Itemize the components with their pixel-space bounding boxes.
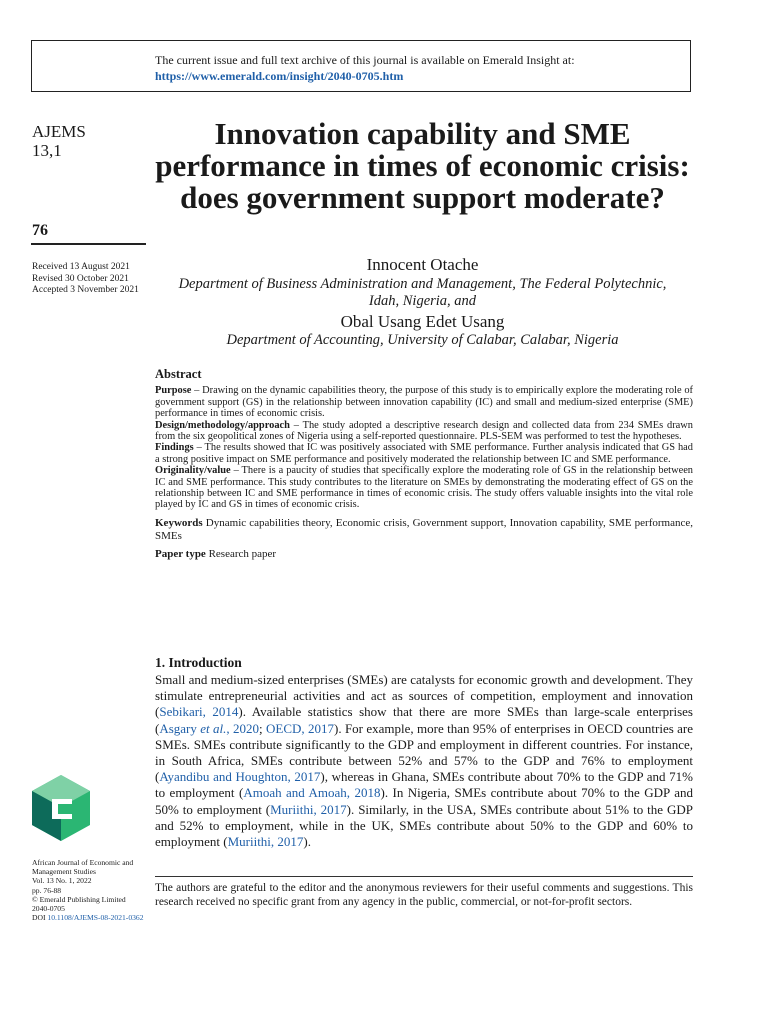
citation-link[interactable]: Amoah and Amoah, 2018 (243, 785, 381, 801)
purpose-label: Purpose (155, 385, 192, 397)
affiliation-line: Department of Business Administration and Management, The Federal Polytechnic, (178, 276, 667, 292)
design-text: – The study adopted a descriptive research design and collected data from 234 SMEs drawn from the six geopolitical zones of Nigeria using a self-reported questionnaire. PLS-SEM was performed to test the hypotheses. (155, 419, 693, 443)
meta-line: pp. 76-88 (32, 885, 62, 895)
author-name: Innocent Otache (366, 255, 479, 274)
citation-link[interactable]: Sebikari, 2014 (159, 704, 239, 720)
keywords-label: Keywords (155, 516, 203, 529)
crossmark-logo-icon (30, 773, 92, 843)
citation-link[interactable]: Muriithi, 2017 (227, 834, 304, 850)
meta-line: Vol. 13 No. 1, 2022 (32, 876, 92, 886)
author-affiliation (150, 332, 695, 349)
accepted-date: Accepted 3 November 2021 (32, 285, 139, 295)
author-affiliation (150, 276, 695, 310)
abstract-design (155, 420, 693, 443)
doi-prefix: DOI (32, 913, 48, 923)
article-title: Innovation capability and SME performance in times of economic crisis: does government support moderate? (155, 116, 690, 215)
citation-link[interactable]: Muriithi, 2017 (270, 801, 347, 817)
abstract-keywords (155, 517, 693, 543)
journal-url-link[interactable]: https://www.emerald.com/insight/2040-0705.htm (155, 69, 404, 83)
journal-publication-info (32, 858, 147, 922)
originality-text: – There is a paucity of studies that specifically explore the moderating role of GS in the relationship between IC and SME performance. This study contributes to the literature on SMEs by demonstrating the moderating effect of GS on the relationship between IC and SME performance in times of economic crisis. The study offers valuable insights into the vital role played by IC and GS in times of economic crisis. (155, 465, 693, 511)
findings-text: – The results showed that IC was positively associated with SME performance. Further analysis indicated that GS had a strong positive impact on SME performance and positively moderated the relationship between IC and SME performance. (155, 442, 693, 465)
findings-label: Findings (155, 442, 194, 454)
keywords-text: Dynamic capabilities theory, Economic crisis, Government support, Innovation capability, SME performance, SMEs (155, 516, 693, 542)
citation-link[interactable]: OECD, 2017 (265, 720, 334, 736)
body-text: ). In Nigeria, SMEs contribute about 70% to the GDP and 50% to employment ( (155, 785, 694, 817)
page-number: 76 (32, 222, 48, 239)
citation-part: , 2020 (226, 720, 259, 736)
introduction-section (155, 655, 693, 850)
revised-date: Revised 30 October 2021 (32, 273, 129, 284)
abstract-purpose (155, 385, 693, 419)
journal-access-box (31, 40, 691, 92)
abstract-originality (155, 465, 693, 511)
section-heading: 1. Introduction (155, 655, 242, 670)
citation-part: Asgary (159, 720, 201, 736)
author-name: Obal Usang Edet Usang (340, 312, 505, 331)
introduction-paragraph (155, 672, 693, 850)
meta-line: African Journal of Economic and (32, 858, 134, 867)
abstract-section (155, 369, 693, 560)
meta-line: 2040-0705 (32, 904, 65, 914)
journal-abbr-text: AJEMS (32, 122, 86, 141)
purpose-text: – Drawing on the dynamic capabilities theory, the purpose of this study is to empirically explore the moderating role of government support (GS) in the relationship between innovation capability (IC) and small and medium-sized enterprise (SME) performance in times of economic crisis. (155, 385, 693, 420)
paper-type-text: Research paper (205, 547, 277, 560)
journal-volume-issue: 13,1 (32, 141, 62, 160)
body-text: ). For example, more than 95% of enterprises in OECD countries are SMEs. SMEs contribute significantly to the GDP and employment in different countries. For instance, in South Africa, SMEs contribute between 52% and 57% to the GDP and 76% to employment ( (155, 720, 694, 785)
paper-type-label: Paper type (155, 547, 206, 560)
body-text: ; (259, 720, 266, 736)
affiliation-line: Idah, Nigeria, and (368, 293, 477, 309)
meta-line: Management Studies (32, 867, 96, 877)
design-label: Design/methodology/approach (155, 419, 290, 431)
body-text: ). (303, 834, 312, 850)
body-text: Small and medium-sized enterprises (SMEs) are catalysts for economic growth and development. They stimulate entrepreneurial activities and act as sources of competition, employment and innovation ( (155, 672, 693, 720)
originality-label: Originality/value (155, 465, 231, 477)
abstract-heading: Abstract (155, 367, 202, 381)
received-date: Received 13 August 2021 (32, 262, 130, 272)
body-text: ). Available statistics show that there are more SMEs than large-scale enterprises ( (155, 704, 693, 736)
meta-line: © Emerald Publishing Limited (32, 894, 126, 904)
citation-link[interactable] (159, 721, 259, 736)
access-note: The current issue and full text archive of this journal is available on Emerald Insight at: (155, 53, 575, 67)
affiliation-line: Department of Accounting, University of Calabar, Calabar, Nigeria (226, 332, 619, 348)
acknowledgement-footnote: The authors are grateful to the editor and the anonymous reviewers for their useful comments and suggestions. This research received no specific grant from any agency in the public, commercial, or not-for-profit sectors. (155, 882, 693, 908)
citation-link[interactable]: Ayandibu and Houghton, 2017 (159, 769, 321, 785)
doi-line (32, 913, 147, 922)
footnote-rule (155, 876, 693, 877)
page-number-rule (31, 243, 146, 245)
body-text: ). Similarly, in the USA, SMEs contribute about 51% to the GDP and 52% to employment, while in the UK, SMEs contribute about 50% to the GDP and 60% to employment ( (155, 801, 693, 850)
doi-link[interactable]: 10.1108/AJEMS-08-2021-0362 (47, 913, 144, 923)
abstract-findings (155, 442, 693, 465)
abstract-paper-type (155, 549, 693, 560)
journal-abbreviation (32, 122, 86, 160)
history-dates (32, 262, 139, 297)
body-text: ), whereas in Ghana, SMEs contribute about 70% to the GDP and 71% to employment ( (155, 769, 693, 801)
citation-part-italic: et al. (200, 720, 227, 736)
